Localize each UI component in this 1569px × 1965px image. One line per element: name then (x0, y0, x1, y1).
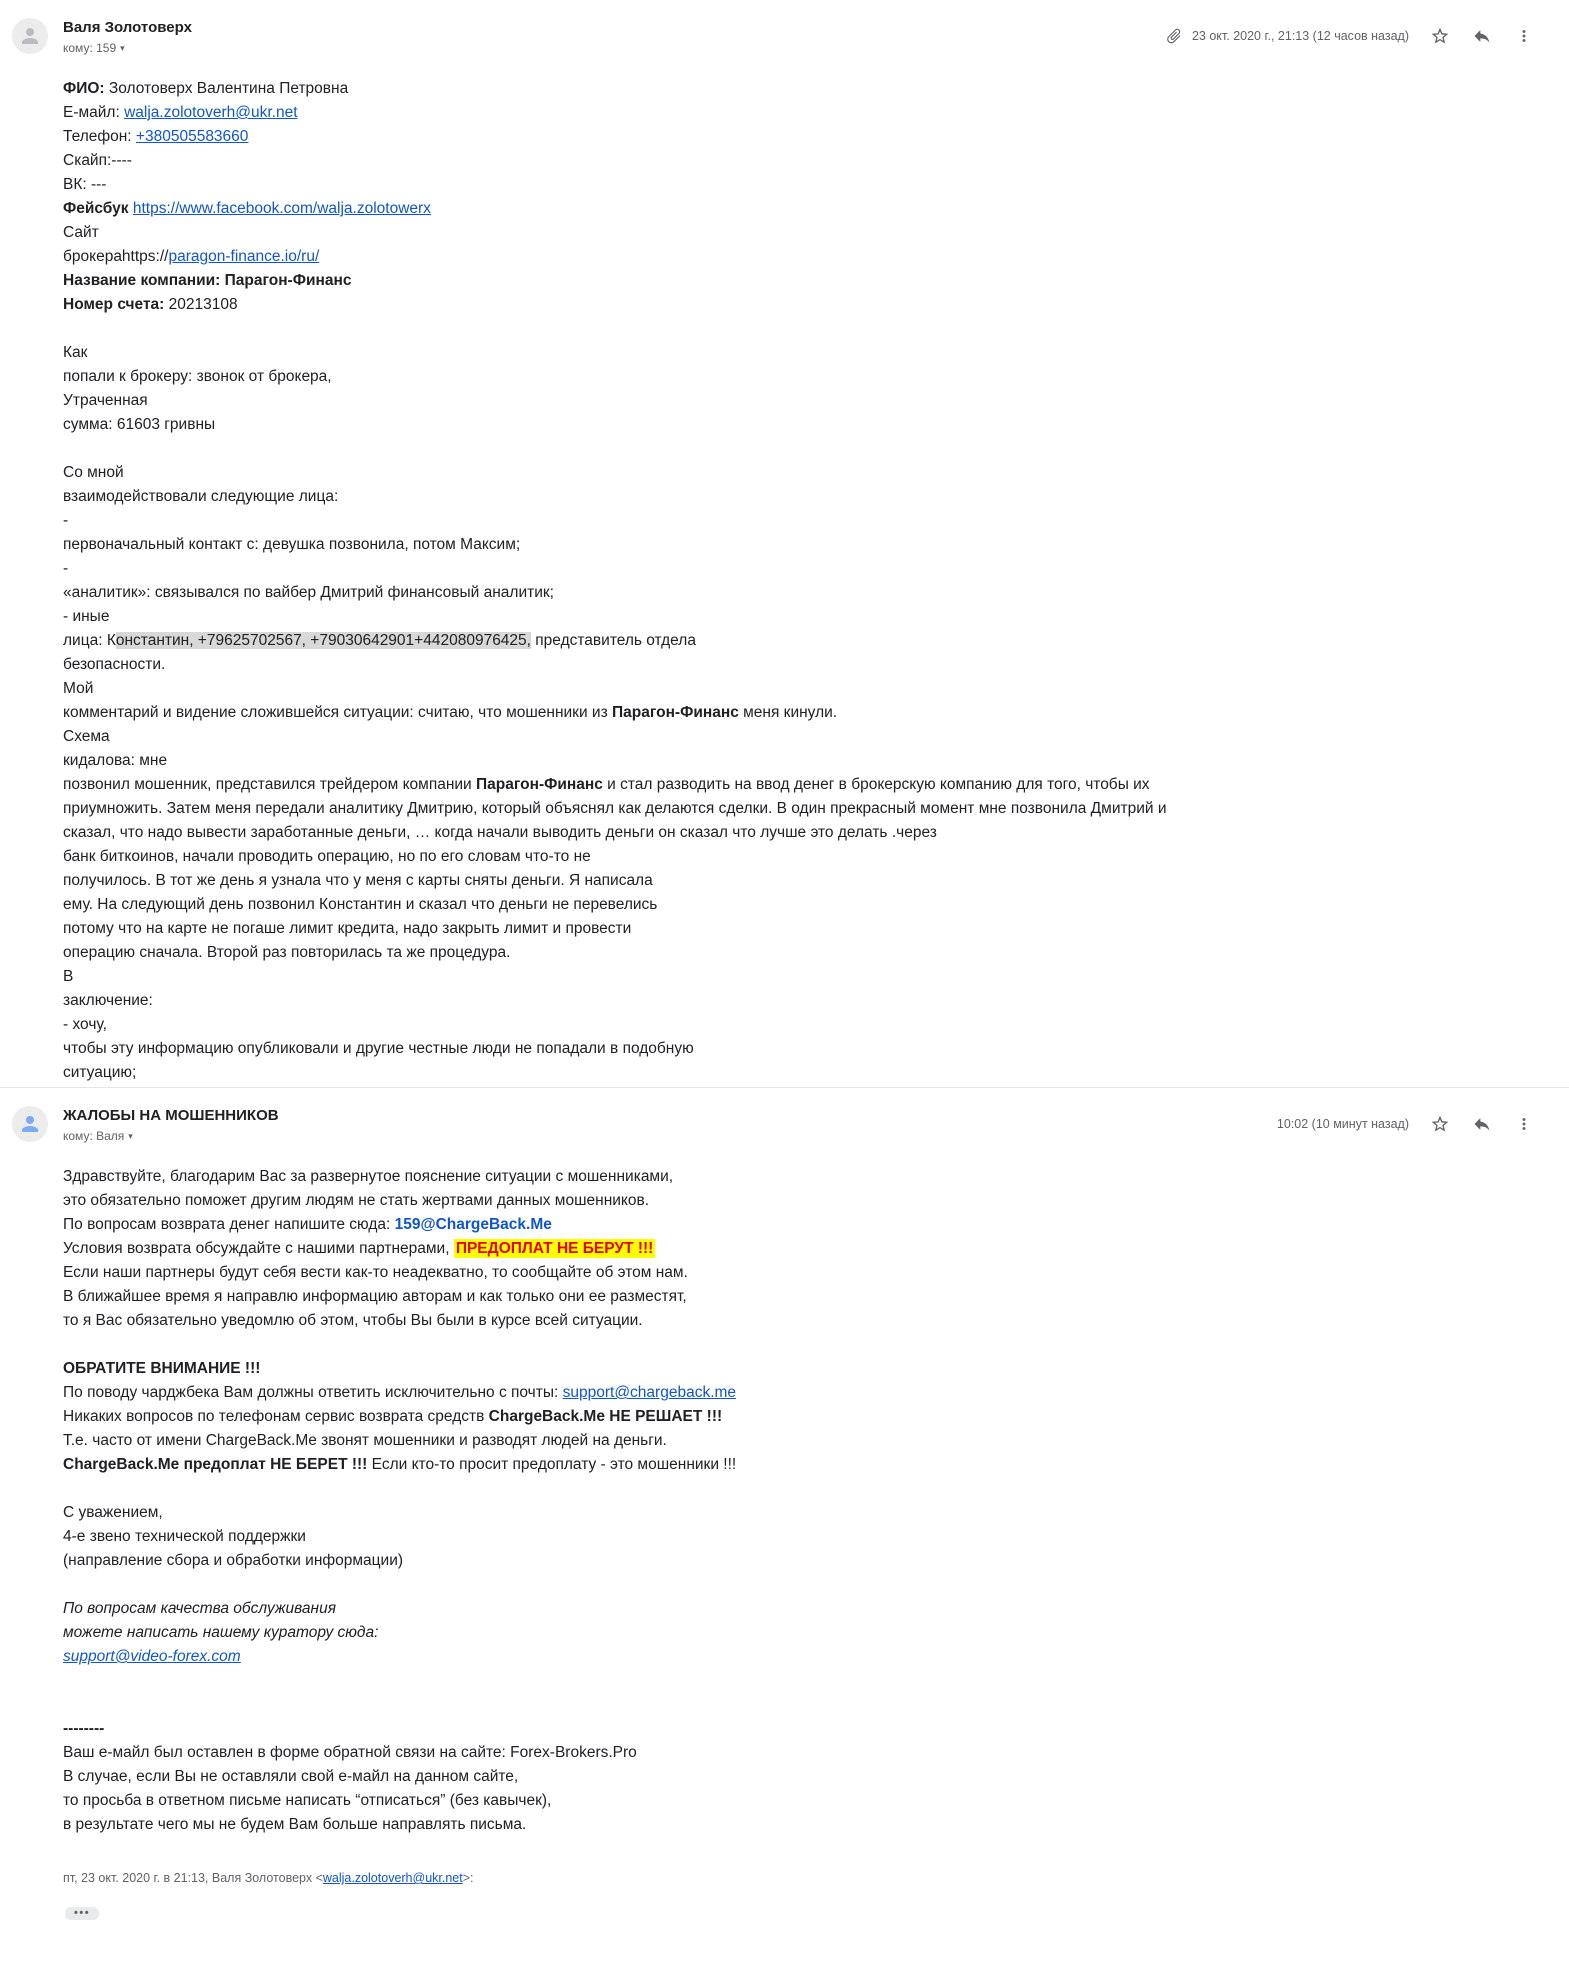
body-line (63, 1645, 1545, 1669)
reply-icon (1472, 26, 1492, 46)
person-icon (18, 24, 42, 48)
body-line: Со мной (63, 464, 124, 481)
more-options-button[interactable] (1503, 1108, 1545, 1140)
body-line: попали к брокеру: звонок от брокера, (63, 368, 332, 385)
body-line: По вопросам качества обслуживания (63, 1600, 336, 1617)
reply-icon (1472, 1114, 1492, 1134)
body-line: Телефон: +380505583660 (63, 128, 249, 145)
body-line: Сайт (63, 224, 99, 241)
body-line (63, 1333, 1545, 1357)
body-line: заключение: (63, 992, 153, 1009)
body-line: Утраченная (63, 392, 148, 409)
body-line: Условия возврата обсуждайте с нашими партнерами, ПРЕДОПЛАТ НЕ БЕРУТ !!! (63, 1240, 654, 1257)
email-1-body (63, 77, 1545, 1085)
body-line: Схема (63, 728, 110, 745)
body-line: ChargeBack.Me предоплат НЕ БЕРЕТ !!! Если кто-то просит предоплату - это мошенники !!! (63, 1456, 737, 1473)
email-message-2 (0, 1088, 1569, 1938)
more-vert-icon (1515, 27, 1533, 45)
avatar (12, 1106, 48, 1142)
link[interactable]: support@chargeback.me (562, 1384, 737, 1401)
body-line: позвонил мошенник, представился трейдером компании Парагон-Финанс и стал разводить на ввод денег в брокерскую компанию для того, чтобы их (63, 776, 1150, 793)
reply-button[interactable] (1461, 20, 1503, 52)
body-line: ВК: --- (63, 176, 107, 193)
email-date: 10:02 (10 минут назад) (1276, 1117, 1409, 1131)
body-line: лица: Константин, +79625702567, +79030642901+442080976425, представитель отдела (63, 632, 696, 649)
body-line: По поводу чарджбека Вам должны ответить исключительно с почты: support@chargeback.me (63, 1384, 737, 1401)
body-line: В ближайшее время я направлю информацию авторам и как только они ее разместят, (63, 1288, 687, 1305)
body-line: -------- (63, 1720, 105, 1737)
link[interactable]: support@video-forex.com (63, 1648, 241, 1665)
body-line (63, 437, 1545, 461)
recipients-label: кому: Валя (63, 1129, 125, 1143)
reply-button[interactable] (1461, 1108, 1503, 1140)
body-line: «аналитик»: связывался по вайбер Дмитрий финансовый аналитик; (63, 584, 554, 601)
body-line: взаимодействовали следующие лица: (63, 488, 339, 505)
email-1-header (12, 16, 1545, 55)
sender-block (63, 1104, 1271, 1143)
body-line: можете написать нашему куратору сюда: (63, 1624, 379, 1641)
body-line: С уважением, (63, 1504, 163, 1521)
body-line: Если наши партнеры будут себя вести как-то неадекватно, то сообщайте об этом нам. (63, 1264, 688, 1281)
body-line: ситуацию; (63, 1064, 137, 1081)
body-line: - (63, 560, 69, 577)
body-line: - иные (63, 608, 110, 625)
body-line: ОБРАТИТЕ ВНИМАНИЕ !!! (63, 1360, 261, 1377)
body-line: - хочу, (63, 1016, 107, 1033)
body-line: 4-е звено технической поддержки (63, 1528, 306, 1545)
body-line: в результате чего мы не будем Вам больше направлять письма. (63, 1816, 527, 1833)
body-line: то я Вас обязательно уведомлю об этом, чтобы Вы были в курсе всей ситуации. (63, 1312, 643, 1329)
body-line: Скайп:---- (63, 152, 132, 169)
body-line: сумма: 61603 гривны (63, 416, 216, 433)
body-line: (направление сбора и обработки информации) (63, 1552, 404, 1569)
recipients-dropdown[interactable] (63, 1129, 133, 1143)
body-line: ФИО: Золотоверх Валентина Петровна (63, 80, 349, 97)
body-line (63, 1693, 1545, 1717)
email-2-meta (1271, 1104, 1545, 1140)
chevron-down-icon: ▾ (128, 1130, 133, 1141)
body-line: получилось. В тот же день я узнала что у меня с карты сняты деньги. Я написала (63, 872, 653, 889)
chevron-down-icon: ▾ (120, 42, 125, 53)
body-line: то просьба в ответном письме написать “отписаться” (без кавычек), (63, 1792, 552, 1809)
body-line (63, 317, 1545, 341)
body-line: Номер счета: 20213108 (63, 296, 238, 313)
email-2-header (12, 1104, 1545, 1143)
body-line: первоначальный контакт с: девушка позвонила, потом Максим; (63, 536, 521, 553)
body-line: Фейсбук https://www.facebook.com/walja.zolotowerx (63, 200, 431, 217)
person-icon (18, 1112, 42, 1136)
body-line: Мой (63, 680, 94, 697)
body-line: - (63, 512, 69, 529)
sender-name[interactable]: ЖАЛОБЫ НА МОШЕННИКОВ (63, 1107, 279, 1124)
body-line: Никаких вопросов по телефонам сервис возврата средств ChargeBack.Me НЕ РЕШАЕТ !!! (63, 1408, 723, 1425)
quoted-message-header (63, 1869, 1545, 1887)
body-line: комментарий и видение сложившейся ситуации: считаю, что мошенники из Парагон-Финанс меня кинули. (63, 704, 838, 721)
link[interactable]: walja.zolotoverh@ukr.net (322, 1871, 463, 1885)
body-line: Т.е. часто от имени ChargeBack.Me звонят мошенники и разводят людей на деньги. (63, 1432, 667, 1449)
body-line: приумножить. Затем меня передали аналитику Дмитрию, который объяснял как делаются сделки. В один прекрасный момент мне позвонила Дмитрий и (63, 800, 1167, 817)
link[interactable]: walja.zolotoverh@ukr.net (124, 104, 298, 121)
body-line: это обязательно поможет другим людям не стать жертвами данных мошенников. (63, 1192, 650, 1209)
sender-block (63, 16, 1162, 55)
body-line: Е-майл: walja.zolotoverh@ukr.net (63, 104, 298, 121)
body-line: потому что на карте не погаше лимит кредита, надо закрыть лимит и провести (63, 920, 632, 937)
body-line: кидалова: мне (63, 752, 168, 769)
recipients-dropdown[interactable] (63, 41, 125, 55)
body-line (63, 1669, 1545, 1693)
body-line: По вопросам возврата денег напишите сюда: 159@ChargeBack.Me (63, 1216, 552, 1233)
body-line: чтобы эту информацию опубликовали и другие честные люди не попадали в подобную (63, 1040, 694, 1057)
body-line: безопасности. (63, 656, 166, 673)
more-options-button[interactable] (1503, 20, 1545, 52)
body-line: Как (63, 344, 88, 361)
star-icon (1430, 1114, 1450, 1134)
body-line: операцию сначала. Второй раз повторилась та же процедура. (63, 944, 511, 961)
body-line: Название компании: Парагон-Финанс (63, 272, 352, 289)
star-icon (1430, 26, 1450, 46)
email-2-body (63, 1165, 1545, 1837)
email-1-meta (1162, 16, 1545, 52)
body-line (63, 1477, 1545, 1501)
body-line: В случае, если Вы не оставляли свой е-майл на данном сайте, (63, 1768, 519, 1785)
email-date: 23 окт. 2020 г., 21:13 (12 часов назад) (1191, 29, 1409, 43)
body-line: пт, 23 окт. 2020 г. в 21:13, Валя Золотоверх <walja.zolotoverh@ukr.net>: (63, 1871, 474, 1885)
more-vert-icon (1515, 1115, 1533, 1133)
body-line: Ваш е-майл был оставлен в форме обратной связи на сайте: Forex-Brokers.Pro (63, 1744, 637, 1761)
link[interactable]: https://www.facebook.com/walja.zolotowerx (132, 200, 431, 217)
sender-name[interactable]: Валя Золотоверх (63, 19, 192, 36)
body-line: ему. На следующий день позвонил Константин и сказал что деньги не перевелись (63, 896, 658, 913)
link[interactable]: paragon-finance.io/ru/ (168, 248, 320, 265)
avatar (12, 18, 48, 54)
body-line (63, 1573, 1545, 1597)
star-button[interactable] (1419, 20, 1461, 52)
body-line: брокераhttps://paragon-finance.io/ru/ (63, 248, 320, 265)
body-line: сказал, что надо вывести заработанные деньги, … когда начали выводить деньги он сказал что лучше это делать .через (63, 824, 937, 841)
recipients-label: кому: 159 (63, 41, 117, 55)
star-button[interactable] (1419, 1108, 1461, 1140)
body-line: В (63, 968, 74, 985)
body-line: банк биткоинов, начали проводить операцию, но по его словам что-то не (63, 848, 591, 865)
body-line: Здравствуйте, благодарим Вас за развернутое пояснение ситуации с мошенниками, (63, 1168, 674, 1185)
link[interactable]: +380505583660 (135, 128, 249, 145)
show-trimmed-content-button[interactable]: ••• (65, 1907, 99, 1920)
